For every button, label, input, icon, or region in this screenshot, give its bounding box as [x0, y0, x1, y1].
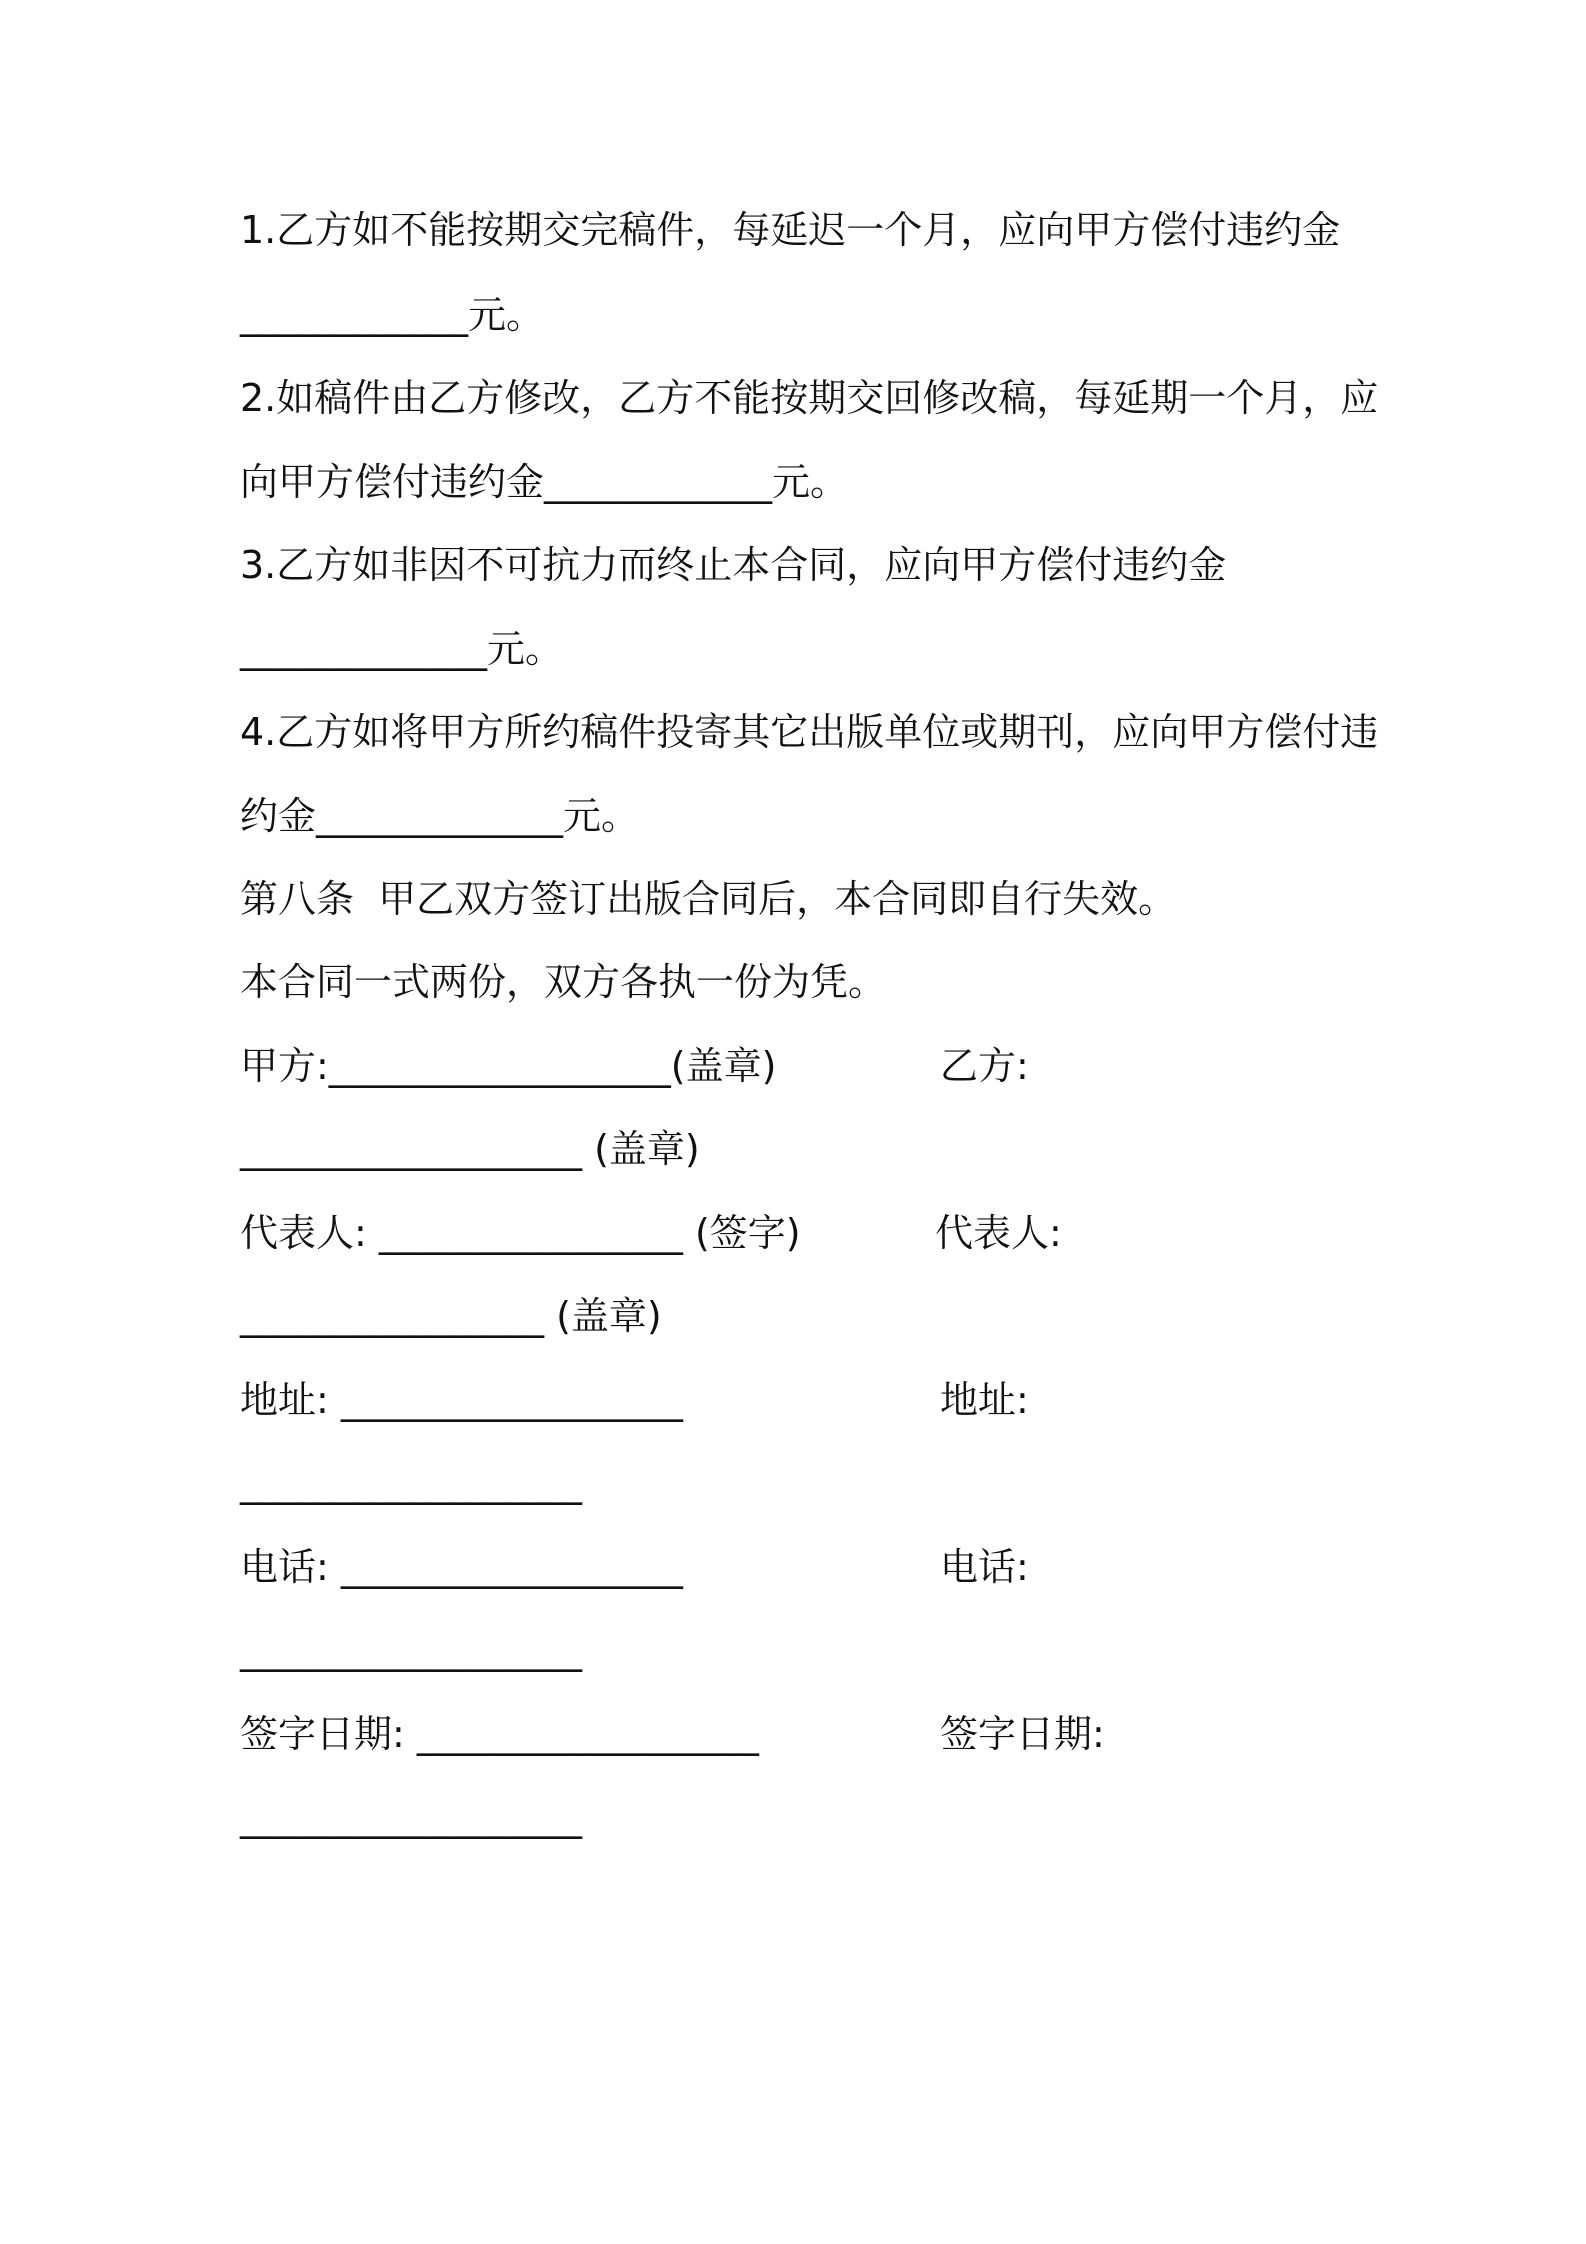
- address-a-field: 地址: __________________: [240, 1378, 683, 1422]
- address-b-label: 地址:: [940, 1378, 1029, 1422]
- representative-b-label: 代表人:: [935, 1211, 1062, 1255]
- party-b-label: 乙方:: [940, 1044, 1029, 1088]
- clause-3-line-1: 3.乙方如非因不可抗力而终止本合同，应向甲方偿付违约金: [240, 543, 1227, 587]
- clause-4-line-2: 约金_____________元。: [240, 794, 640, 838]
- clause-4-line-1: 4.乙方如将甲方所约稿件投寄其它出版单位或期刊，应向甲方偿付违: [240, 710, 1379, 754]
- sign-date-a-field: 签字日期: __________________: [240, 1712, 759, 1756]
- representative-a-field: 代表人: ________________ (签字): [240, 1211, 801, 1255]
- sign-date-b-line: __________________: [240, 1795, 582, 1839]
- sign-date-b-label: 签字日期:: [940, 1712, 1105, 1756]
- party-b-line: __________________ (盖章): [240, 1127, 700, 1171]
- clause-2-line-1: 2.如稿件由乙方修改，乙方不能按期交回修改稿，每延期一个月，应: [240, 376, 1379, 420]
- phone-a-field: 电话: __________________: [240, 1545, 683, 1589]
- copies-statement: 本合同一式两份，双方各执一份为凭。: [240, 960, 887, 1004]
- clause-1-line-2: ____________元。: [240, 293, 545, 337]
- address-b-line: __________________: [240, 1461, 582, 1505]
- phone-b-line: __________________: [240, 1628, 582, 1672]
- article-8: 第八条 甲乙双方签订出版合同后，本合同即自行失效。: [240, 877, 1177, 921]
- representative-b-line: ________________ (盖章): [240, 1294, 662, 1338]
- phone-b-label: 电话:: [940, 1545, 1029, 1589]
- party-a-field: 甲方:__________________(盖章): [240, 1044, 777, 1088]
- clause-1-line-1: 1.乙方如不能按期交完稿件，每延迟一个月，应向甲方偿付违约金: [240, 208, 1341, 252]
- clause-2-line-2: 向甲方偿付违约金____________元。: [240, 460, 849, 504]
- clause-3-line-2: _____________元。: [240, 627, 564, 671]
